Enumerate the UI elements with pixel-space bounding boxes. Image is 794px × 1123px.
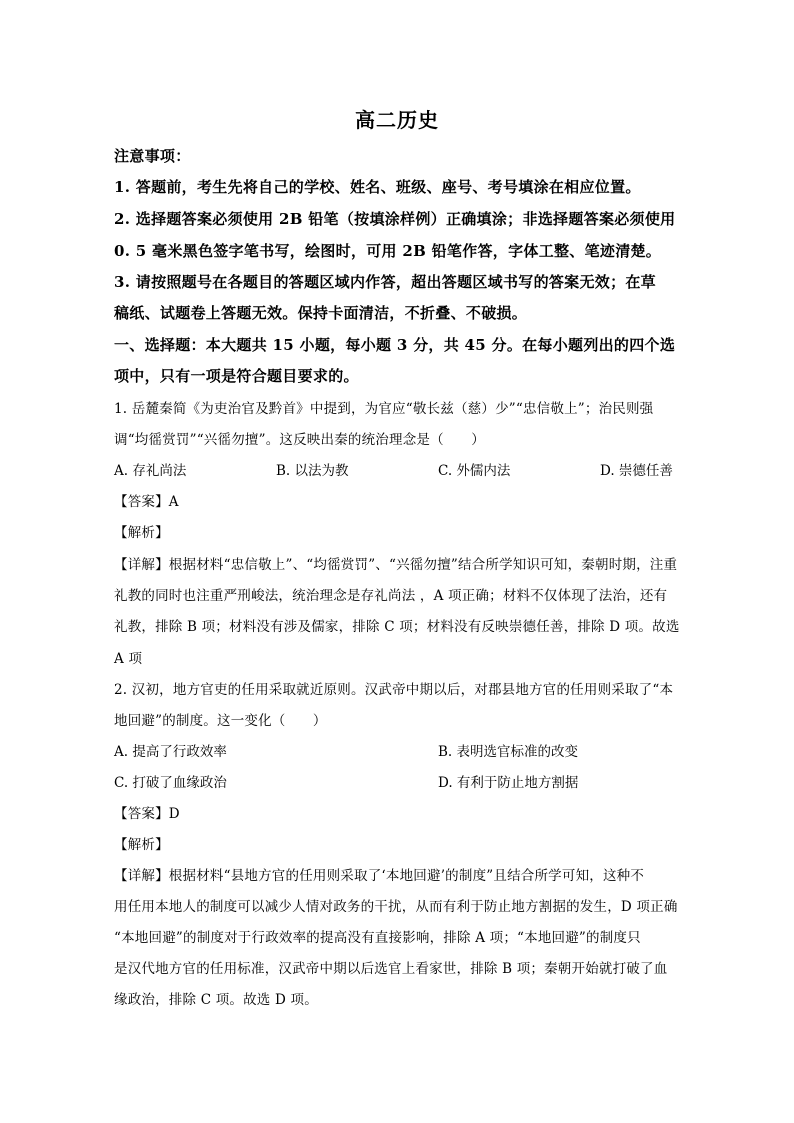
notice-line: 3. 请按照题号在各题目的答题区域内作答，超出答题区域书写的答案无效；在草 <box>114 273 656 291</box>
q1-option-a: A. 存礼尚法 <box>114 463 187 479</box>
q2-detail: “本地回避”的制度对于行政效率的提高没有直接影响，排除 A 项；“本地回避”的制度只 <box>114 930 641 946</box>
q1-option-c: C. 外儒内法 <box>438 463 511 479</box>
q2-analysis-label: 【解析】 <box>114 837 169 853</box>
q2-detail: 是汉代地方官的任用标准，汉武帝中期以后选官上看家世，排除 B 项；秦朝开始就打破了血 <box>114 961 668 977</box>
q2-option-d: D. 有利于防止地方割据 <box>438 775 579 791</box>
q1-option-d: D. 崇德任善 <box>600 463 673 479</box>
q1-detail: 礼教的同时也注重严刑峻法，统治理念是存礼尚法 ，A 项正确；材料不仅体现了法治，还有 <box>114 588 668 604</box>
section-instruction: 项中，只有一项是符合题目要求的。 <box>114 367 359 385</box>
q2-answer: 【答案】D <box>114 806 180 822</box>
q1-detail: 【详解】根据材料“忠信敬上”、“均徭赏罚”、“兴徭勿擅”结合所学知识可知，秦朝时期，注重 <box>114 557 678 573</box>
notice-line: 1. 答题前，考生先将自己的学校、姓名、班级、座号、考号填涂在相应位置。 <box>114 178 641 196</box>
q1-stem: 1. 岳麓秦简《为吏治官及黔首》中提到，为官应“敬长兹（慈）少”“忠信敬上”；治民则强 <box>114 401 654 417</box>
q2-detail: 用任用本地人的制度可以减少人情对政务的干扰，从而有利于防止地方割据的发生，D 项正确 <box>114 899 678 915</box>
q2-stem: 2. 汉初，地方官吏的任用采取就近原则。汉武帝中期以后，对郡县地方官的任用则采取了“本 <box>114 682 674 698</box>
page-title: 高二历史 <box>355 108 439 132</box>
q1-answer: 【答案】A <box>114 494 179 510</box>
notice-heading: 注意事项： <box>114 147 191 165</box>
q2-option-b: B. 表明选官标准的改变 <box>438 744 579 760</box>
q1-option-b: B. 以法为教 <box>276 463 349 479</box>
notice-line: 稿纸、试题卷上答题无效。保持卡面清洁，不折叠、不破损。 <box>114 304 528 322</box>
q1-detail: 礼教，排除 B 项；材料没有涉及儒家，排除 C 项；材料没有反映崇德任善，排除 D 项。故选 <box>114 619 680 635</box>
q2-option-c: C. 打破了血缘政治 <box>114 775 227 791</box>
q1-detail: A 项 <box>114 651 143 667</box>
q1-stem: 调“均徭赏罚”“兴徭勿擅”。这反映出秦的统治理念是（ ） <box>114 432 485 448</box>
notice-line: 2. 选择题答案必须使用 2B 铅笔（按填涂样例）正确填涂；非选择题答案必须使用 <box>114 210 676 228</box>
q2-stem: 地回避”的制度。这一变化（ ） <box>114 713 327 729</box>
q1-analysis-label: 【解析】 <box>114 525 169 541</box>
q2-option-a: A. 提高了行政效率 <box>114 744 227 760</box>
q2-detail: 【详解】根据材料“县地方官的任用则采取了‘本地回避’的制度”且结合所学可知，这种不 <box>114 868 645 884</box>
notice-line: 0. 5 毫米黑色签字笔书写，绘图时，可用 2B 铅笔作答，字体工整、笔迹清楚。 <box>114 242 662 260</box>
q2-detail: 缘政治，排除 C 项。故选 D 项。 <box>114 992 318 1008</box>
section-instruction: 一、选择题：本大题共 15 小题，每小题 3 分，共 45 分。在每小题列出的四个选 <box>114 336 676 354</box>
